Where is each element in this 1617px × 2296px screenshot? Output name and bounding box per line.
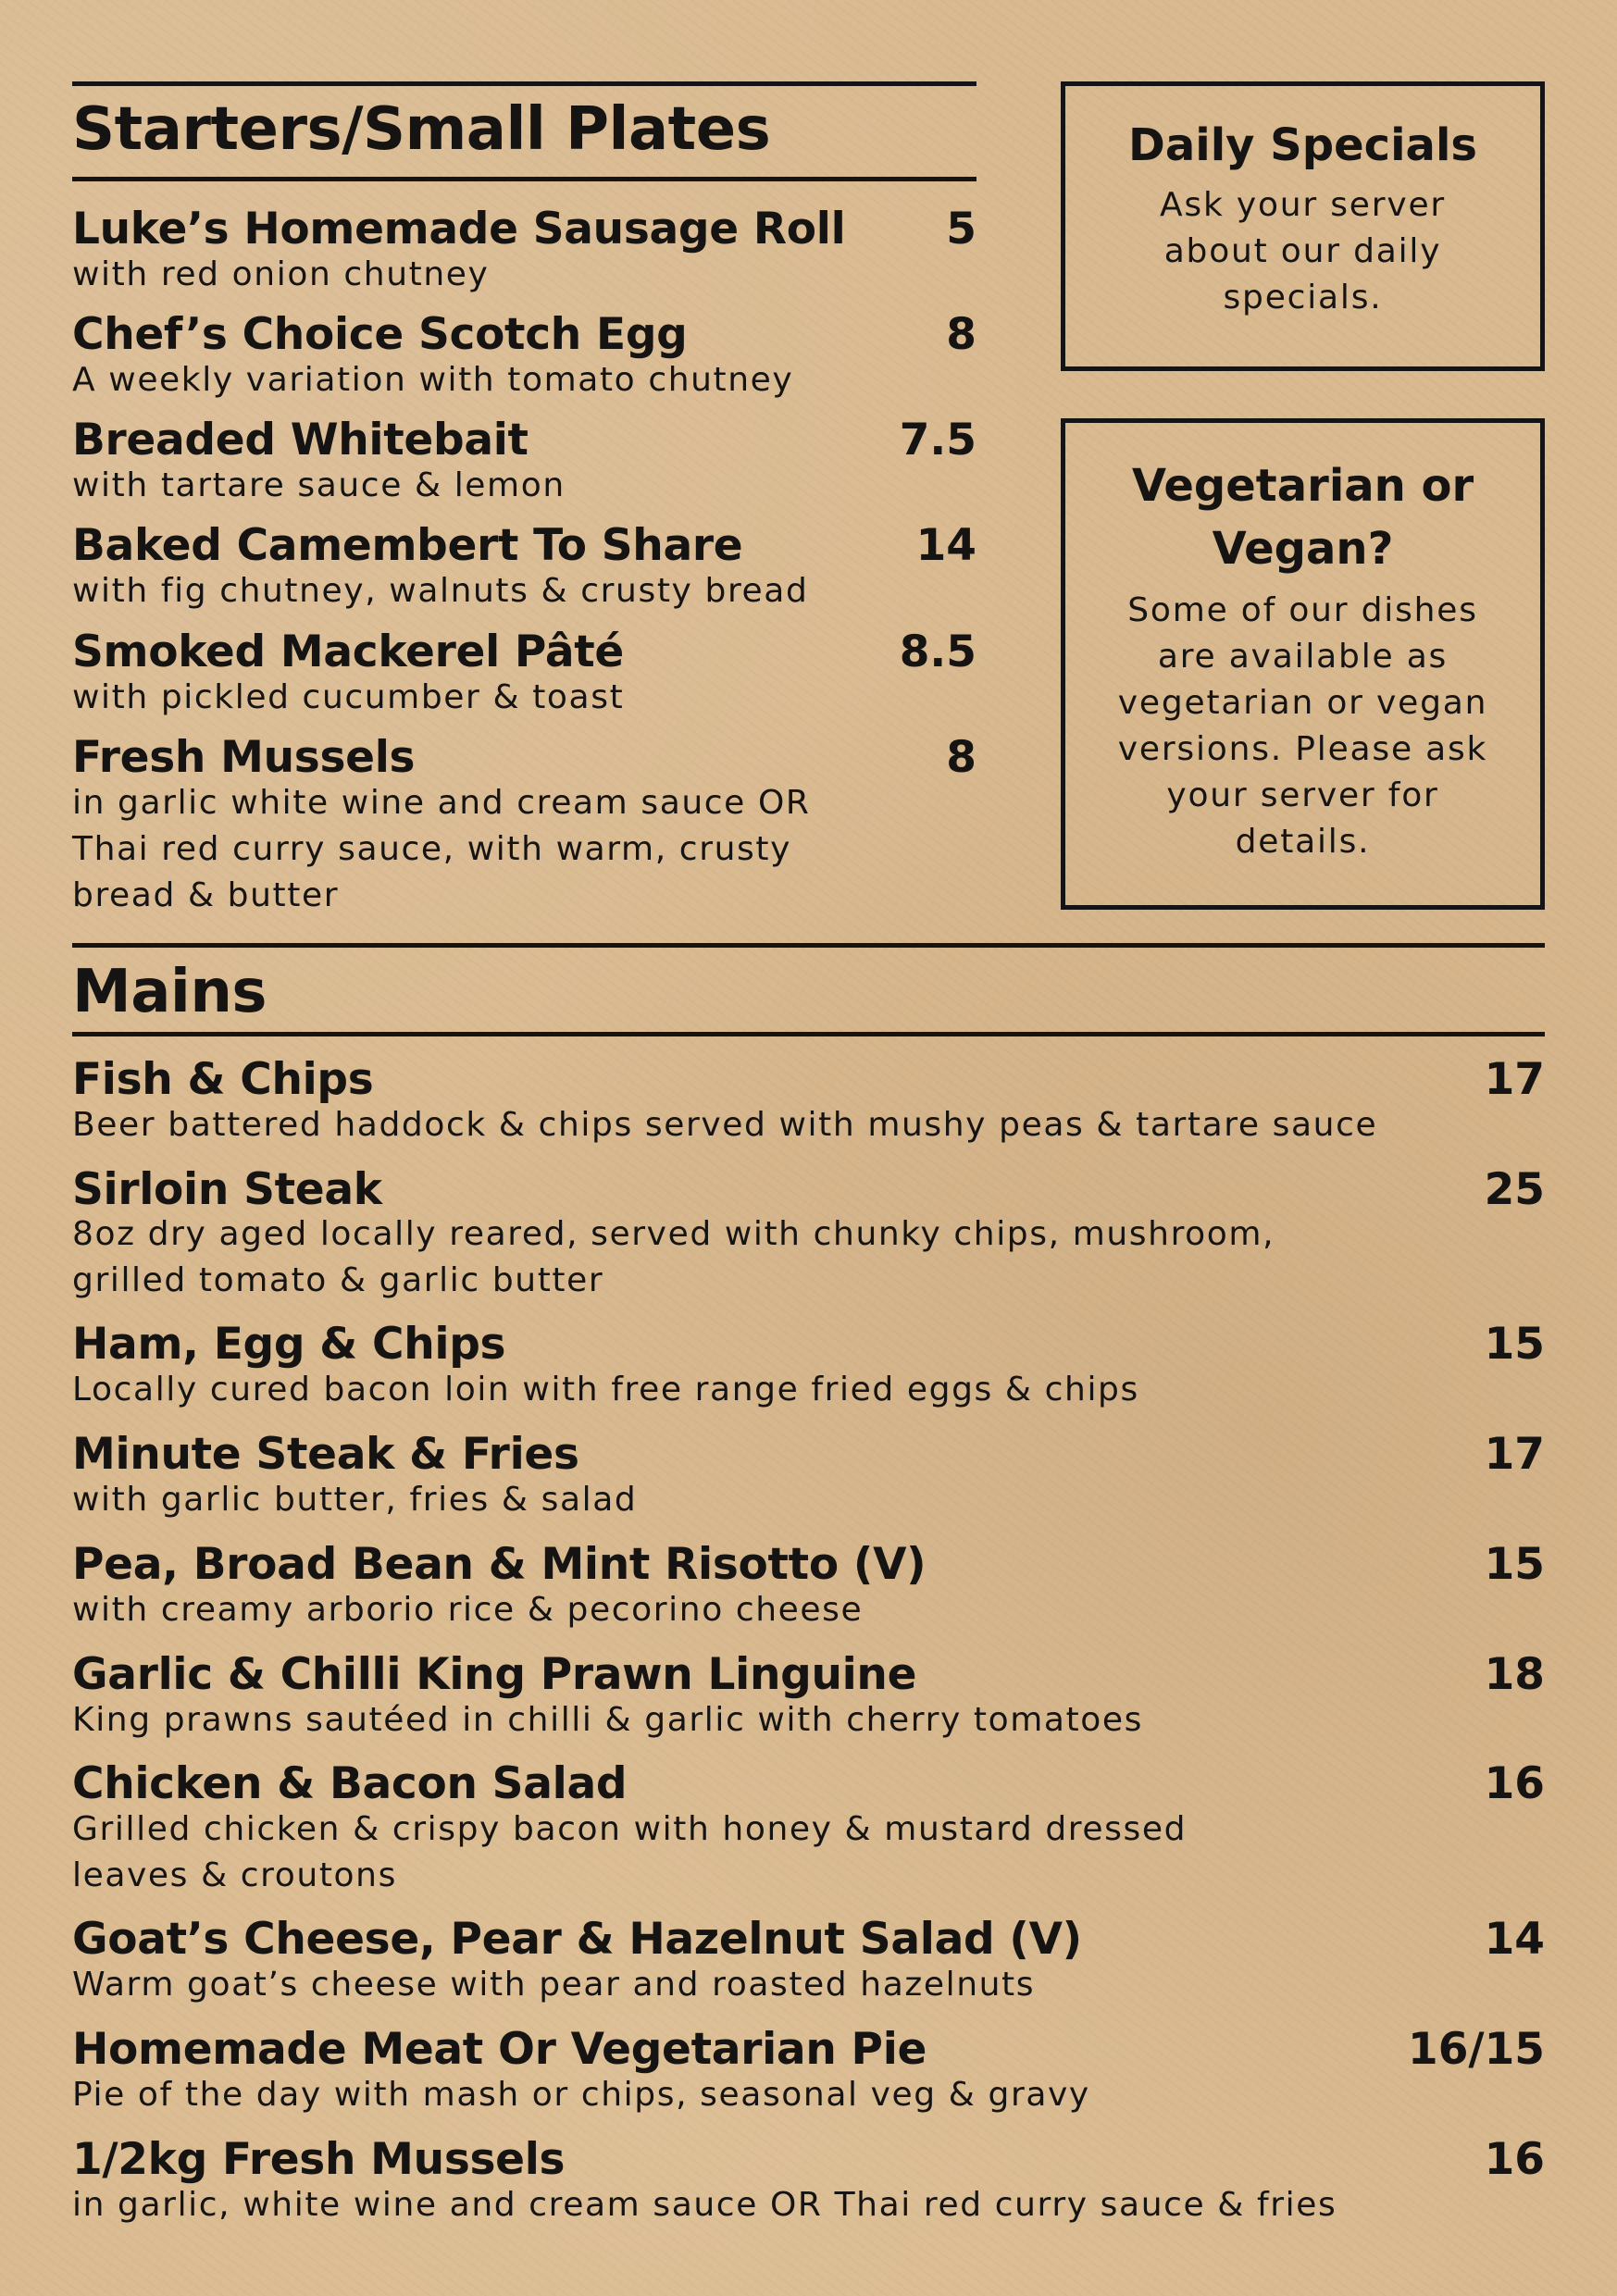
daily-specials-text: Ask your server about our daily specials. bbox=[1159, 186, 1447, 316]
main-desc: in garlic, white wine and cream sauce OR Thai red curry sauce & fries bbox=[72, 2186, 1337, 2224]
main-desc: King prawns sautéed in chilli & garlic with cherry tomatoes bbox=[72, 1701, 1144, 1739]
starter-name: Fresh Mussels bbox=[72, 732, 416, 783]
mains-heading: Mains bbox=[72, 958, 267, 1026]
main-name: Goat’s Cheese, Pear & Hazelnut Salad (V) bbox=[72, 1914, 1082, 1965]
main-desc: Grilled chicken & crispy bacon with honey & mustard dressed leaves & croutons bbox=[72, 1810, 1188, 1894]
main-name: Pea, Broad Bean & Mint Risotto (V) bbox=[72, 1539, 927, 1590]
main-name: Fish & Chips bbox=[72, 1054, 374, 1105]
starter-price: 8 bbox=[946, 309, 976, 360]
main-name: Chicken & Bacon Salad bbox=[72, 1758, 628, 1809]
main-price: 16 bbox=[1484, 1758, 1545, 1809]
starter-price: 8 bbox=[946, 732, 976, 783]
main-price: 25 bbox=[1484, 1164, 1545, 1215]
main-price: 16 bbox=[1484, 2134, 1545, 2185]
main-price: 17 bbox=[1484, 1054, 1545, 1105]
main-desc: Beer battered haddock & chips served with mushy peas & tartare sauce bbox=[72, 1106, 1378, 1144]
starter-desc: with tartare sauce & lemon bbox=[72, 466, 566, 504]
main-desc: with garlic butter, fries & salad bbox=[72, 1481, 638, 1519]
daily-specials-box bbox=[1061, 81, 1545, 371]
main-desc: Locally cured bacon loin with free range fried eggs & chips bbox=[72, 1371, 1139, 1409]
starter-price: 7.5 bbox=[899, 415, 976, 465]
main-name: Garlic & Chilli King Prawn Linguine bbox=[72, 1649, 917, 1700]
main-price: 16/15 bbox=[1408, 2024, 1545, 2075]
starter-name: Smoked Mackerel Pâté bbox=[72, 627, 624, 677]
main-price: 17 bbox=[1484, 1429, 1545, 1480]
starters-heading: Starters/Small Plates bbox=[72, 95, 771, 164]
starter-price: 5 bbox=[946, 204, 976, 254]
starter-name: Baked Camembert To Share bbox=[72, 520, 743, 571]
main-name: Minute Steak & Fries bbox=[72, 1429, 579, 1480]
starter-desc: with fig chutney, walnuts & crusty bread bbox=[72, 572, 809, 610]
starters-bottom-rule bbox=[72, 177, 976, 181]
starter-price: 8.5 bbox=[899, 627, 976, 677]
starter-name: Luke’s Homemade Sausage Roll bbox=[72, 204, 846, 254]
main-price: 14 bbox=[1484, 1914, 1545, 1965]
vegetarian-box bbox=[1061, 418, 1545, 910]
main-price: 18 bbox=[1484, 1649, 1545, 1700]
starters-top-rule bbox=[72, 81, 976, 86]
starter-desc: A weekly variation with tomato chutney bbox=[72, 361, 794, 399]
daily-specials-title: Daily Specials bbox=[1128, 119, 1477, 171]
main-desc: 8oz dry aged locally reared, served with chunky chips, mushroom, grilled tomato & garlic butter bbox=[72, 1215, 1275, 1299]
vegetarian-text: Some of our dishes are available as vegetarian or vegan versions. Please ask your server for details. bbox=[1117, 591, 1488, 861]
vegetarian-title: Vegetarian or Vegan? bbox=[1131, 460, 1474, 575]
starter-desc: with red onion chutney bbox=[72, 255, 490, 293]
main-desc: Pie of the day with mash or chips, seasonal veg & gravy bbox=[72, 2076, 1090, 2114]
main-price: 15 bbox=[1484, 1319, 1545, 1370]
main-name: Homemade Meat Or Vegetarian Pie bbox=[72, 2024, 927, 2075]
starter-desc: with pickled cucumber & toast bbox=[72, 678, 625, 716]
mains-bottom-rule bbox=[72, 1032, 1545, 1036]
main-desc: with creamy arborio rice & pecorino cheese bbox=[72, 1591, 864, 1629]
main-desc: Warm goat’s cheese with pear and roasted hazelnuts bbox=[72, 1966, 1036, 2004]
main-name: 1/2kg Fresh Mussels bbox=[72, 2134, 566, 2185]
starter-name: Chef’s Choice Scotch Egg bbox=[72, 309, 688, 360]
main-name: Ham, Egg & Chips bbox=[72, 1319, 506, 1370]
starter-name: Breaded Whitebait bbox=[72, 415, 529, 465]
mains-top-rule bbox=[72, 943, 1545, 948]
main-name: Sirloin Steak bbox=[72, 1164, 382, 1215]
main-price: 15 bbox=[1484, 1539, 1545, 1590]
starter-desc: in garlic white wine and cream sauce OR Thai red curry sauce, with warm, crusty bread & butter bbox=[72, 784, 811, 914]
starter-price: 14 bbox=[915, 520, 976, 571]
